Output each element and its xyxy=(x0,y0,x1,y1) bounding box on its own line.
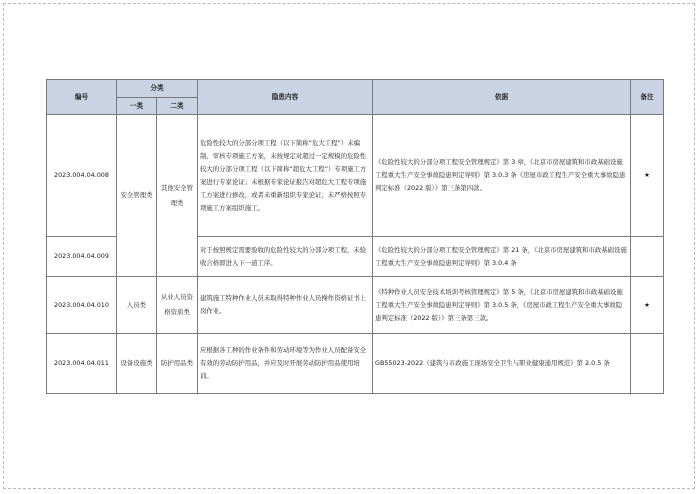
row-remark xyxy=(631,237,664,277)
document-page xyxy=(3,3,695,489)
row-level2 xyxy=(157,277,198,334)
row-basis: GB55023-2022《建筑与市政施工现场安全卫生与职业健康通用规范》第 2.0.5 条 xyxy=(373,334,631,394)
row-number: 2023.004.04.009 xyxy=(47,237,117,277)
remark-star-icon: ★ xyxy=(631,115,664,237)
header-level1: 一类 xyxy=(117,98,157,115)
row-level1 xyxy=(117,277,157,334)
table-row xyxy=(47,115,664,237)
row-level1 xyxy=(117,115,157,277)
row-number: 2023.004.04.008 xyxy=(47,115,117,237)
row-level2 xyxy=(157,334,198,394)
row-basis: 《特种作业人员安全技术培训考核管理规定》第 5 条，《北京市房屋建筑和市政基础设施工程重大生产安全事故隐患判定导则》第 3.0.5 条，《房屋市政工程生产安全重大事故隐患判定标准（2022 版）》第三条第三款。 xyxy=(373,277,631,334)
row-basis: 《危险性较大的分部分项工程安全管理规定》第 3 章，《北京市房屋建筑和市政基础设施工程重大生产安全事故隐患判定导则》第 3.0.3 条《房屋市政工程生产安全重大事故隐患判定标准（2022 版）》第三条第四款。 xyxy=(373,115,631,237)
header-level2: 二类 xyxy=(157,98,198,115)
header-remark: 备注 xyxy=(631,80,664,115)
header-category: 分类 xyxy=(117,80,198,98)
row-basis: 《危险性较大的分部分项工程安全管理规定》第 21 条，《北京市房屋建筑和市政基础设施工程重大生产安全事故隐患判定导则》第 3.0.4 条 xyxy=(373,237,631,277)
header-number: 编号 xyxy=(47,80,117,115)
table-row xyxy=(47,334,664,394)
row-remark xyxy=(631,334,664,394)
row-content: 对于按照规定需要验收的危险性较大的分部分项工程，未验收合格即进入下一道工序。 xyxy=(198,237,373,277)
hazard-table xyxy=(46,79,664,394)
table-row xyxy=(47,277,664,334)
row-content: 建筑施工特种作业人员未取得特种作业人员操作资格证书上岗作业。 xyxy=(198,277,373,334)
level1-text: 人员类 xyxy=(126,300,147,309)
row-level2 xyxy=(157,115,198,277)
row-level1 xyxy=(117,334,157,394)
level1-text: 设备设施类 xyxy=(120,359,153,367)
row-number: 2023.004.04.011 xyxy=(47,334,117,394)
row-number: 2023.004.04.010 xyxy=(47,277,117,334)
level2-text: 其他安全管理类 xyxy=(161,183,193,207)
header-basis: 依据 xyxy=(373,80,631,115)
level2-text: 防护用品类 xyxy=(161,359,193,367)
level2-text: 从业人员资格资质类 xyxy=(161,293,193,316)
remark-star-icon: ★ xyxy=(631,277,664,334)
row-content: 应根据各工种的作业条件和劳动环境等为作业人员配备安全有效的劳动防护用品，并应及时开展劳动防护用品使用培训。 xyxy=(198,334,373,394)
table-header xyxy=(47,80,664,115)
level1-text: 安全管理类 xyxy=(120,191,153,199)
row-content: 危险性较大的分部分项工程（以下简称“危大工程”）未编制、审核专项施工方案，未按规定对超过一定规模的危险性较大的分部分项工程（以下简称“超危大工程”）专项施工方案进行专家论证；未根据专家论证报告对超危大工程专项施工方案进行修改，或者未重新组织专家论证；未严格按照专项施工方案组织施工。 xyxy=(198,115,373,237)
header-content: 隐患内容 xyxy=(198,80,373,115)
